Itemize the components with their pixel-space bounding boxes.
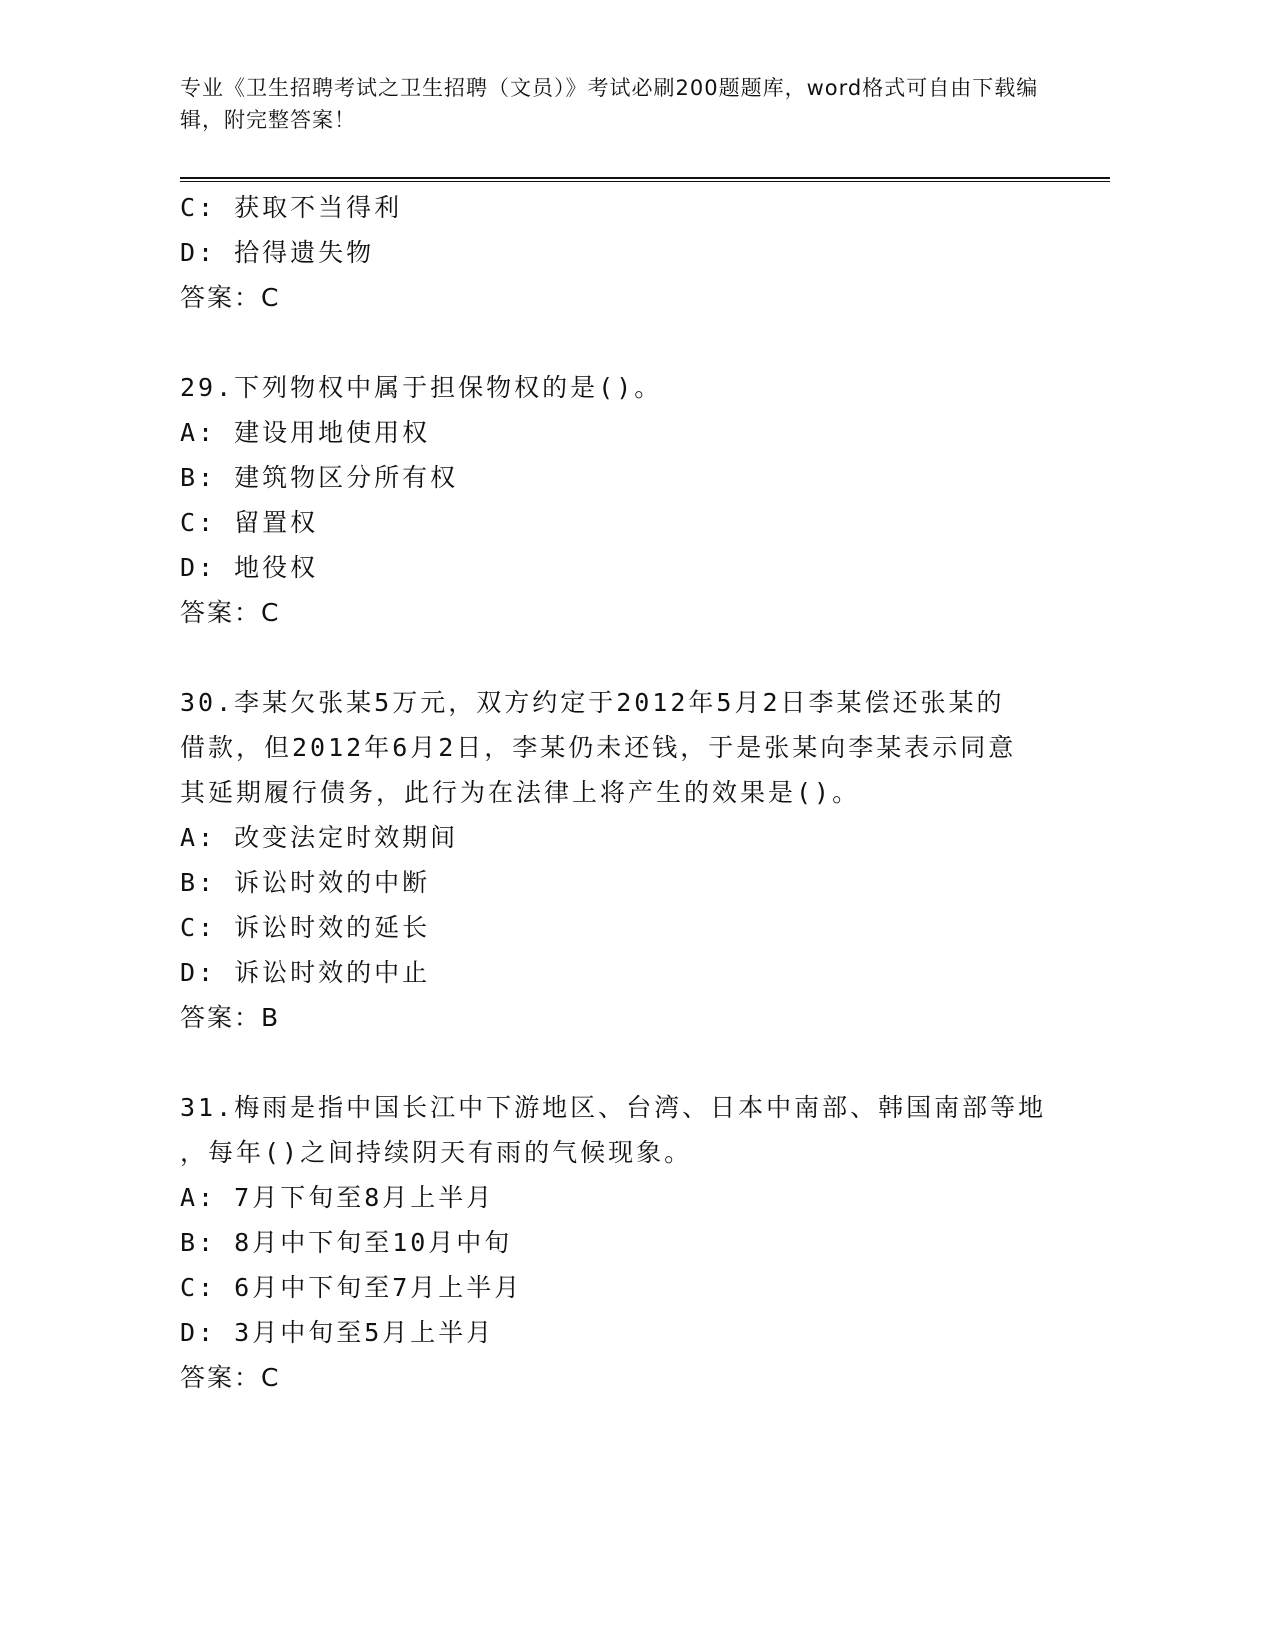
question-stem: 29.下列物权中属于担保物权的是()。 — [180, 373, 663, 402]
option-a: A: 建设用地使用权 — [180, 418, 431, 447]
option-c: C: 获取不当得利 — [180, 193, 403, 222]
previous-question-tail — [180, 185, 1110, 320]
answer-line: 答案：B — [180, 1003, 281, 1032]
answer-line: 答案：C — [180, 598, 281, 627]
option-d: D: 拾得遗失物 — [180, 238, 375, 267]
question-29 — [180, 365, 1110, 635]
option-b: B: 诉讼时效的中断 — [180, 868, 431, 897]
document-content — [180, 185, 1110, 1400]
question-stem-continued: 其延期履行债务，此行为在法律上将产生的效果是()。 — [180, 778, 861, 807]
answer-line: 答案：C — [180, 283, 281, 312]
option-b: B: 建筑物区分所有权 — [180, 463, 459, 492]
option-d: D: 地役权 — [180, 553, 319, 582]
option-a: A: 改变法定时效期间 — [180, 823, 459, 852]
header-divider — [180, 177, 1110, 182]
option-a: A: 7月下旬至8月上半月 — [180, 1183, 495, 1212]
question-31 — [180, 1085, 1110, 1400]
option-d: D: 3月中旬至5月上半月 — [180, 1318, 495, 1347]
document-header: 专业《卫生招聘考试之卫生招聘（文员）》考试必刷200题题库，word格式可自由下载编辑，附完整答案！ — [180, 76, 1039, 132]
question-stem-continued: ，每年()之间持续阴天有雨的气候现象。 — [180, 1138, 693, 1167]
question-stem: 30.李某欠张某5万元，双方约定于2012年5月2日李某偿还张某的 — [180, 688, 1005, 717]
option-c: C: 诉讼时效的延长 — [180, 913, 431, 942]
option-c: C: 6月中下旬至7月上半月 — [180, 1273, 523, 1302]
question-stem: 31.梅雨是指中国长江中下游地区、台湾、日本中南部、韩国南部等地 — [180, 1093, 1047, 1122]
answer-line: 答案：C — [180, 1363, 281, 1392]
question-30 — [180, 680, 1110, 1040]
option-b: B: 8月中下旬至10月中旬 — [180, 1228, 513, 1257]
question-stem-continued: 借款，但2012年6月2日，李某仍未还钱，于是张某向李某表示同意 — [180, 733, 1017, 762]
option-c: C: 留置权 — [180, 508, 319, 537]
option-d: D: 诉讼时效的中止 — [180, 958, 431, 987]
